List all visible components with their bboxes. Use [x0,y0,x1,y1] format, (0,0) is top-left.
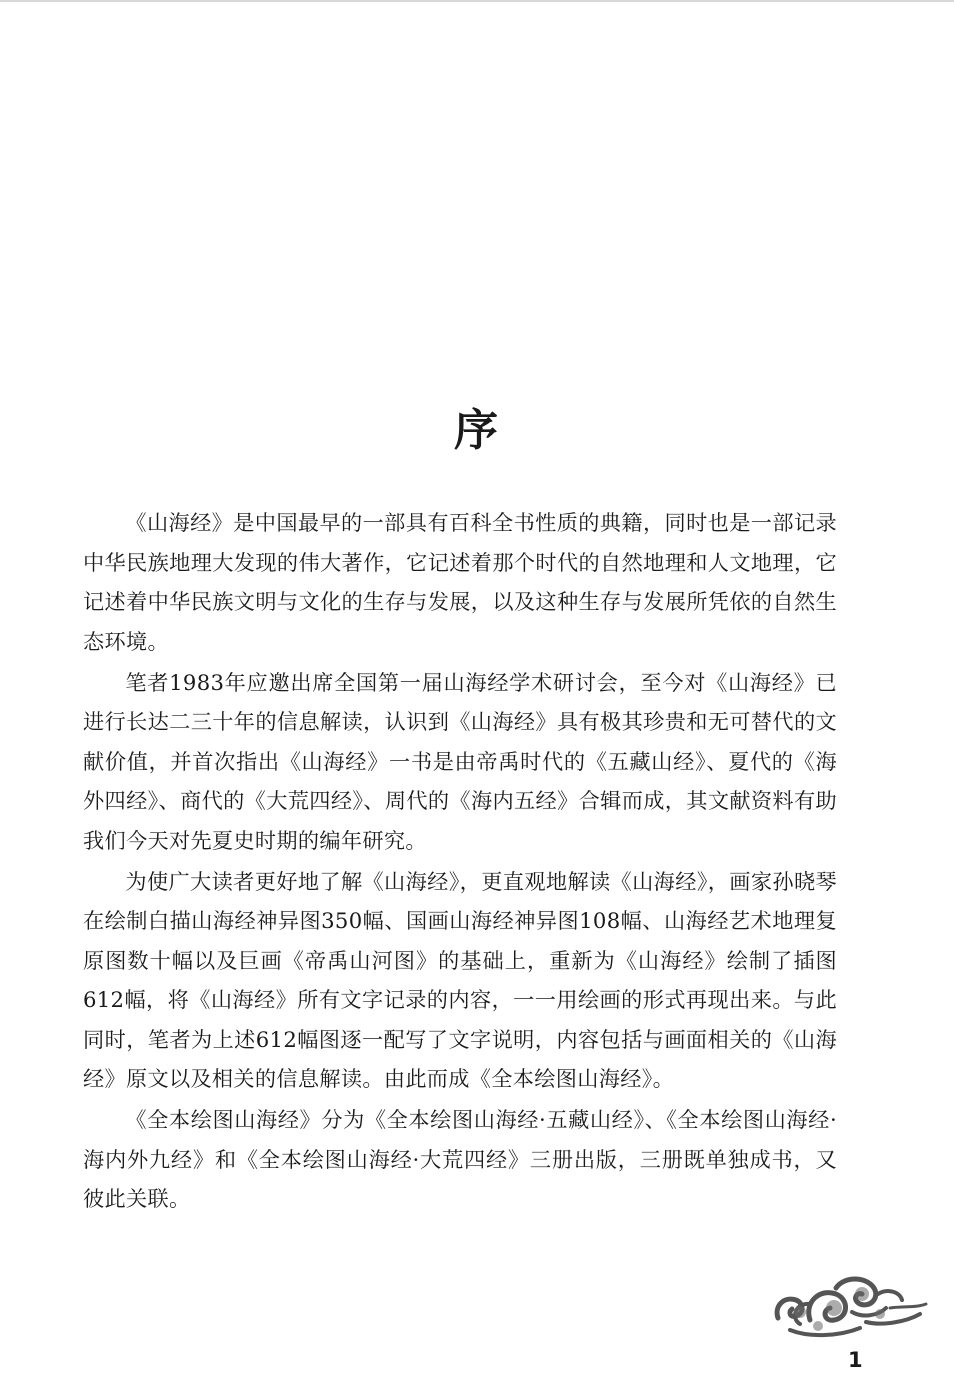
paragraph-2: 笔者1983年应邀出席全国第一届山海经学术研讨会，至今对《山海经》已进行长达二三十年的信息解读，认识到《山海经》具有极其珍贵和无可替代的文献价值，并首次指出《山海经》一书是由帝禹时代的《五藏山经》、夏代的《海外四经》、商代的《大荒四经》、周代的《海内五经》合辑而成，其文献资料有助我们今天对先夏史时期的编年研究。 [83,669,837,853]
body-text [83,503,837,1220]
cloud-ornament-icon [770,1268,930,1344]
paragraph-4: 《全本绘图山海经》分为《全本绘图山海经·五藏山经》、《全本绘图山海经·海内外九经》和《全本绘图山海经·大荒四经》三册出版，三册既单独成书，又彼此关联。 [83,1107,837,1211]
page-title: 序 [454,405,500,457]
top-border [0,0,954,2]
paragraph-3: 为使广大读者更好地了解《山海经》，更直观地解读《山海经》，画家孙晓琴在绘制白描山海经神异图350幅、国画山海经神异图108幅、山海经艺术地理复原图数十幅以及巨画《帝禹山河图》的基础上，重新为《山海经》绘制了插图612幅，将《山海经》所有文字记录的内容，一一用绘画的形式再现出来。与此同时，笔者为上述612幅图逐一配写了文字说明，内容包括与画面相关的《山海经》原文以及相关的信息解读。由此而成《全本绘图山海经》。 [83,868,837,1091]
page-number: 1 [848,1348,863,1372]
paragraph-1: 《山海经》是中国最早的一部具有百科全书性质的典籍，同时也是一部记录中华民族地理大发现的伟大著作，它记述着那个时代的自然地理和人文地理，它记述着中华民族文明与文化的生存与发展，以及这种生存与发展所凭依的自然生态环境。 [83,510,837,654]
